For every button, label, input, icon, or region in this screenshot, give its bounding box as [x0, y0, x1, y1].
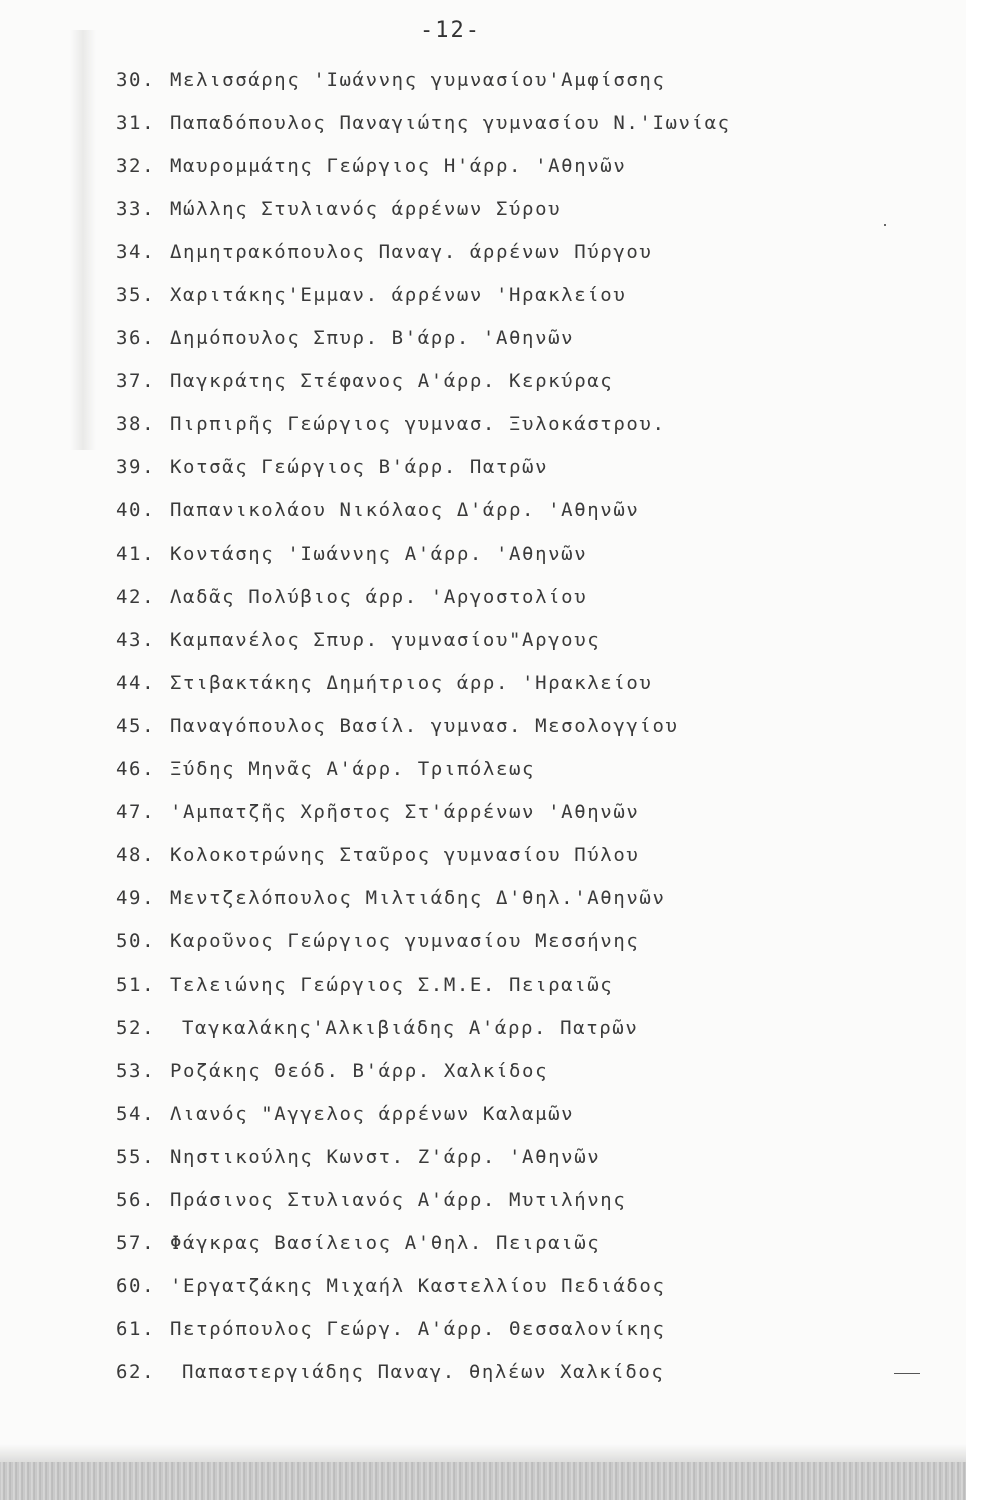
page-number: -12- [420, 18, 481, 43]
list-item [0, 144, 1004, 187]
list-item [0, 360, 1004, 403]
list-item [0, 403, 1004, 446]
end-dash [894, 1373, 920, 1374]
list-item [0, 317, 1004, 360]
entry-text: Ξύδης Μηνᾶς Α'άρρ. Τριπόλεως [170, 758, 536, 781]
list-item [0, 791, 1004, 834]
entry-number: 36. [116, 327, 156, 350]
entry-number: 55. [116, 1145, 156, 1168]
entry-text: Μεντζελόπουλος Μιλτιάδης Δ'θηλ.'Αθηνῶν [170, 887, 666, 910]
entry-text: Κοντάσης 'Ιωάννης Α'άρρ. 'Αθηνῶν [170, 542, 588, 565]
list-item [0, 1006, 1004, 1049]
scan-shadow [0, 1444, 966, 1462]
entry-number: 44. [116, 671, 156, 694]
entry-text: Παπαστεργιάδης Παναγ. θηλέων Χαλκίδος [182, 1361, 665, 1384]
entry-text: Λιανός "Αγγελος άρρένων Καλαμῶν [170, 1102, 575, 1125]
entry-number: 45. [116, 714, 156, 737]
entry-number: 31. [116, 111, 156, 134]
list-item [0, 1049, 1004, 1092]
list-item [0, 101, 1004, 144]
entry-number: 41. [116, 542, 156, 565]
entry-number: 49. [116, 887, 156, 910]
entry-text: Μελισσάρης 'Ιωάννης γυμνασίου'Αμφίσσης [170, 68, 666, 91]
entry-number: 56. [116, 1188, 156, 1211]
entry-number: 39. [116, 456, 156, 479]
entry-text: Πιρπιρῆς Γεώργιος γυμνασ. Ξυλοκάστρου. [170, 413, 666, 436]
entry-text: Κολοκοτρώνης Σταῦρος γυμνασίου Πύλου [170, 844, 640, 867]
entry-number: 32. [116, 154, 156, 177]
entry-text: 'Εργατζάκης Μιχαήλ Καστελλίου Πεδιάδος [170, 1275, 666, 1298]
scan-right-margin [966, 0, 1004, 1500]
entry-text: Παπαδόπουλος Παναγιώτης γυμνασίου Ν.'Ιωνίας [170, 111, 731, 134]
entry-text: Πράσινος Στυλιανός Α'άρρ. Μυτιλήνης [170, 1188, 627, 1211]
entry-text: Παναγόπουλος Βασίλ. γυμνασ. Μεσολογγίου [170, 714, 679, 737]
entry-text: Ταγκαλάκης'Αλκιβιάδης Α'άρρ. Πατρῶν [182, 1016, 639, 1039]
entry-text: Νηστικούλης Κωνστ. Ζ'άρρ. 'Αθηνῶν [170, 1145, 601, 1168]
entry-text: Ροζάκης Θεόδ. Β'άρρ. Χαλκίδος [170, 1059, 549, 1082]
entry-text: Λαδᾶς Πολύβιος άρρ. 'Αργοστολίου [170, 585, 588, 608]
list-item [0, 704, 1004, 747]
list-item [0, 230, 1004, 273]
entry-number: 61. [116, 1318, 156, 1341]
entry-number: 53. [116, 1059, 156, 1082]
list-item [0, 1178, 1004, 1221]
list-item [0, 877, 1004, 920]
list-item [0, 1092, 1004, 1135]
entry-number: 40. [116, 499, 156, 522]
entry-number: 46. [116, 758, 156, 781]
list-item [0, 748, 1004, 791]
entry-number: 60. [116, 1275, 156, 1298]
scan-bottom-edge [0, 1462, 966, 1500]
entry-text: Τελειώνης Γεώργιος Σ.Μ.Ε. Πειραιῶς [170, 973, 614, 996]
entry-text: Πετρόπουλος Γεώργ. Α'άρρ. Θεσσαλονίκης [170, 1318, 666, 1341]
list-item [0, 187, 1004, 230]
entry-number: 42. [116, 585, 156, 608]
entry-text: Χαριτάκης'Εμμαν. άρρένων 'Ηρακλείου [170, 284, 627, 307]
list-item [0, 58, 1004, 101]
list-item [0, 963, 1004, 1006]
entry-number: 34. [116, 240, 156, 263]
entry-text: Στιβακτάκης Δημήτριος άρρ. 'Ηρακλείου [170, 671, 653, 694]
entry-text: Φάγκρας Βασίλειος Α'θηλ. Πειραιῶς [170, 1232, 601, 1255]
list-item [0, 273, 1004, 316]
list-item [0, 532, 1004, 575]
list-item [0, 834, 1004, 877]
entry-text: Παγκράτης Στέφανος Α'άρρ. Κερκύρας [170, 370, 614, 393]
entry-number: 57. [116, 1232, 156, 1255]
name-list [0, 58, 1004, 1394]
list-item [0, 1222, 1004, 1265]
entry-text: Καροῦνος Γεώργιος γυμνασίου Μεσσήνης [170, 930, 640, 953]
entry-text: Παπανικολάου Νικόλαος Δ'άρρ. 'Αθηνῶν [170, 499, 640, 522]
entry-text: Μαυρομμάτης Γεώργιος Η'άρρ. 'Αθηνῶν [170, 154, 627, 177]
list-item [0, 618, 1004, 661]
entry-text: Κοτσᾶς Γεώργιος Β'άρρ. Πατρῶν [170, 456, 549, 479]
entry-text: Δημόπουλος Σπυρ. Β'άρρ. 'Αθηνῶν [170, 327, 575, 350]
entry-number: 54. [116, 1102, 156, 1125]
entry-number: 62. [116, 1361, 156, 1384]
entry-number: 35. [116, 284, 156, 307]
entry-text: Δημητρακόπουλος Παναγ. άρρένων Πύργου [170, 240, 653, 263]
entry-number: 37. [116, 370, 156, 393]
list-item [0, 489, 1004, 532]
list-item [0, 1351, 1004, 1394]
entry-text: 'Αμπατζῆς Χρῆστος Στ'άρρένων 'Αθηνῶν [170, 801, 640, 824]
entry-number: 33. [116, 197, 156, 220]
list-item [0, 1265, 1004, 1308]
entry-number: 43. [116, 628, 156, 651]
entry-text: Καμπανέλος Σπυρ. γυμνασίου"Αργους [170, 628, 601, 651]
entry-number: 51. [116, 973, 156, 996]
list-item [0, 1135, 1004, 1178]
entry-number: 47. [116, 801, 156, 824]
entry-text: Μώλλης Στυλιανός άρρένων Σύρου [170, 197, 562, 220]
list-item [0, 1308, 1004, 1351]
list-item [0, 575, 1004, 618]
list-item [0, 920, 1004, 963]
entry-number: 52. [116, 1016, 156, 1039]
list-item [0, 446, 1004, 489]
entry-number: 50. [116, 930, 156, 953]
entry-number: 30. [116, 68, 156, 91]
list-item [0, 661, 1004, 704]
entry-number: 38. [116, 413, 156, 436]
entry-number: 48. [116, 844, 156, 867]
